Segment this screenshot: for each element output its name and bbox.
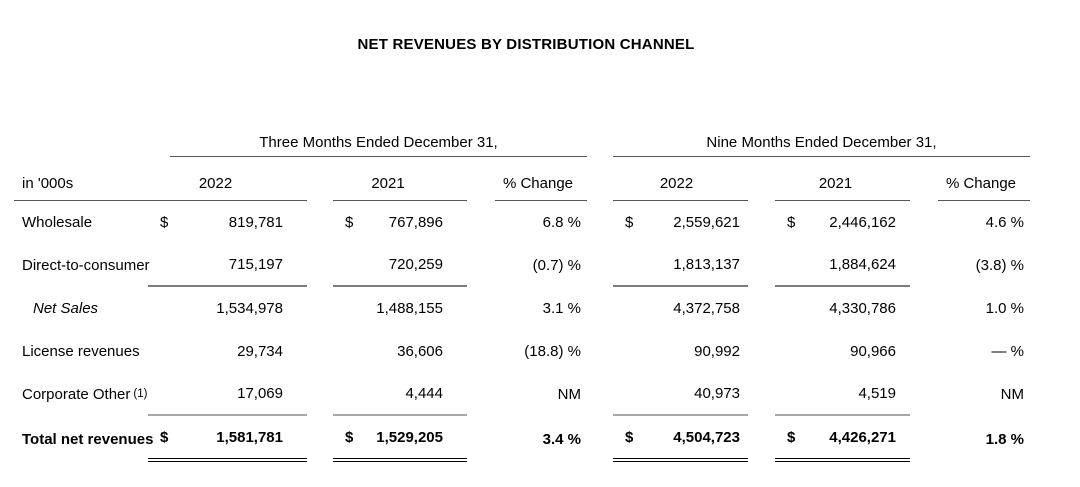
cell-nm-change: 4.6 % — [985, 214, 1024, 231]
row-label: Total net revenues — [22, 430, 154, 448]
dollar-sign: $ — [625, 428, 634, 446]
cell-tm-2022: 715,197 — [148, 244, 307, 287]
cell-tm-2022: 29,734 — [237, 343, 283, 360]
table-row-wholesale — [0, 201, 1080, 244]
cell-nm-change: (3.8) % — [975, 257, 1024, 274]
dollar-sign: $ — [787, 428, 796, 446]
cell-nm-2022: 1,813,137 — [613, 244, 748, 287]
column-header-row — [0, 157, 1080, 201]
dollar-sign: $ — [787, 214, 796, 231]
col-header-nm-change: % Change — [938, 157, 1030, 201]
cell-nm-2022: 90,992 — [694, 343, 740, 360]
cell-nm-change: 1.0 % — [985, 300, 1024, 317]
cell-nm-2021: 90,966 — [850, 343, 896, 360]
table-row-total-net-revenues — [0, 416, 1080, 462]
cell-tm-change: 3.1 % — [542, 300, 581, 317]
cell-tm-2021: $ 767,896 — [345, 214, 443, 231]
cell-nm-2021: $ 4,426,271 — [775, 416, 910, 462]
col-header-nm-2022: 2022 — [613, 157, 748, 201]
col-header-tm-2021: 2021 — [333, 157, 467, 201]
dollar-sign: $ — [160, 428, 169, 446]
cell-tm-change: 3.4 % — [542, 430, 581, 448]
cell-nm-2022: 40,973 — [613, 373, 748, 416]
cell-nm-2021: 4,519 — [775, 373, 910, 416]
row-label: Corporate Other (1) — [22, 386, 148, 403]
table-row-direct-to-consumer — [0, 244, 1080, 287]
cell-tm-2021: 720,259 — [333, 244, 467, 287]
row-label: License revenues — [22, 343, 140, 360]
unit-label: in '000s — [14, 157, 148, 201]
table-row-license-revenues — [0, 330, 1080, 373]
table-row-net-sales — [0, 287, 1080, 330]
dollar-sign: $ — [345, 428, 354, 446]
row-label: Wholesale — [22, 214, 93, 231]
cell-tm-change: (18.8) % — [524, 343, 581, 360]
col-header-tm-change: % Change — [495, 157, 587, 201]
dollar-sign: $ — [625, 214, 634, 231]
dollar-sign: $ — [345, 214, 354, 231]
cell-nm-change: — % — [991, 343, 1024, 360]
period-header-nine-months: Nine Months Ended December 31, — [613, 125, 1030, 157]
table-row-corporate-other — [0, 373, 1080, 416]
cell-tm-2022: 1,534,978 — [216, 300, 283, 317]
dollar-sign: $ — [160, 214, 169, 231]
cell-nm-2022: $ 2,559,621 — [625, 214, 740, 231]
period-header-row — [0, 125, 1080, 157]
row-label: Net Sales — [33, 300, 99, 317]
cell-nm-2022: 4,372,758 — [673, 300, 740, 317]
cell-nm-change: NM — [1000, 386, 1024, 403]
cell-tm-change: (0.7) % — [532, 257, 581, 274]
cell-tm-2021: $ 1,529,205 — [333, 416, 467, 462]
cell-tm-2021: 1,488,155 — [376, 300, 443, 317]
cell-tm-2022: 17,069 — [148, 373, 307, 416]
cell-tm-2022: $ 1,581,781 — [148, 416, 307, 462]
cell-nm-change: 1.8 % — [985, 430, 1024, 448]
cell-tm-2021: 4,444 — [333, 373, 467, 416]
footnote-marker: (1) — [133, 387, 148, 400]
col-header-tm-2022: 2022 — [148, 157, 307, 201]
cell-nm-2021: 1,884,624 — [775, 244, 910, 287]
cell-tm-change: NM — [557, 386, 581, 403]
period-header-three-months: Three Months Ended December 31, — [170, 125, 587, 157]
page-title: NET REVENUES BY DISTRIBUTION CHANNEL — [357, 36, 695, 53]
cell-tm-2021: 36,606 — [397, 343, 443, 360]
col-header-nm-2021: 2021 — [775, 157, 910, 201]
cell-tm-2022: $ 819,781 — [160, 214, 283, 231]
row-label: Direct-to-consumer — [22, 257, 150, 274]
cell-tm-change: 6.8 % — [542, 214, 581, 231]
cell-nm-2021: 4,330,786 — [829, 300, 896, 317]
cell-nm-2022: $ 4,504,723 — [613, 416, 748, 462]
net-revenues-table — [0, 125, 1080, 462]
cell-nm-2021: $ 2,446,162 — [787, 214, 896, 231]
